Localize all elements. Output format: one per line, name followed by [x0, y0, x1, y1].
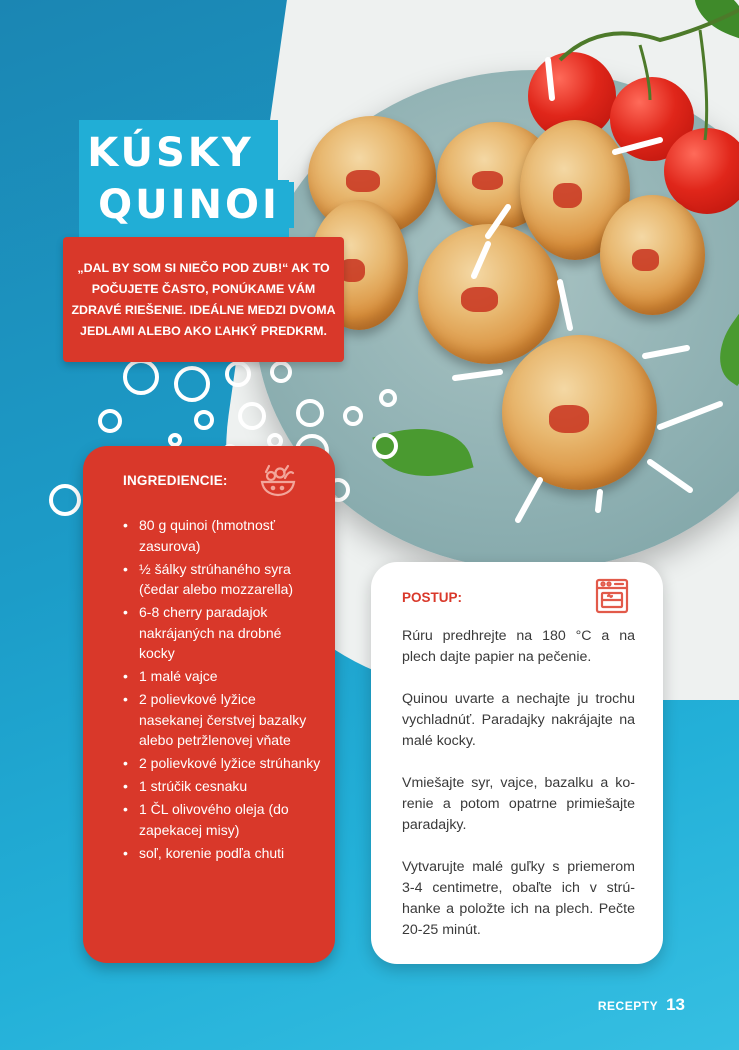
ingredient-item: • soľ, korenie podľa chuti	[123, 843, 321, 864]
ingredient-item: • 6-8 cherry paradajok nakrájaných na drobné kocky	[123, 602, 321, 664]
ingredients-card	[83, 446, 335, 963]
procedure-step: Vytvarujte malé guľky s priemerom 3-4 centimetre, obaľte ich v strú-hanke a položte ich na plech. Pečte 20-25 minút.	[402, 859, 635, 938]
page-number: 13	[666, 995, 685, 1014]
section-label: RECEPTY	[597, 999, 659, 1013]
ingredient-item: • 2 polievkové lyžice nasekanej čerstvej bazalky alebo petržlenovej vňate	[123, 689, 321, 751]
page-title-line-1: KÚSKY	[87, 130, 254, 176]
procedure-card	[371, 562, 663, 964]
oven-icon	[593, 576, 631, 616]
page-footer	[598, 995, 685, 1015]
procedure-step: Rúru predhrejte na 180 °C a na plech dajte papier na pečenie.	[402, 628, 635, 665]
procedure-text	[402, 626, 635, 962]
procedure-step: Quinou uvarte a nechajte ju trochu vychladnúť. Paradajky nakrájajte na malé kocky.	[402, 691, 635, 749]
ingredient-item: • 1 malé vajce	[123, 666, 321, 687]
ingredient-item: • 1 ČL olivového oleja (do zapekacej misy)	[123, 799, 321, 840]
title-box	[79, 120, 278, 241]
ingredients-heading: INGREDIENCIE:	[123, 473, 228, 488]
procedure-step: Vmiešajte syr, vajce, bazalku a ko-renie a potom opatrne primiešajte paradajky.	[402, 775, 635, 833]
ingredient-item: • ½ šálky strúhaného syra (čedar alebo mozzarella)	[123, 559, 321, 600]
intro-box	[63, 237, 344, 362]
ingredient-item: • 2 polievkové lyžice strúhanky	[123, 753, 321, 774]
ingredients-list	[123, 515, 321, 866]
intro-text: „DAL BY SOM SI NIEČO POD ZUB!“ AK TO POČUJETE ČASTO, PONÚKAME VÁM ZDRAVÉ RIEŠENIE. IDEÁLNE MEDZI DVOMA JEDLAMI ALEBO AKO ĽAHKÝ PREDKRM.	[71, 260, 336, 338]
ingredient-item: • 1 strúčik cesnaku	[123, 776, 321, 797]
salad-bowl-icon	[258, 460, 298, 500]
procedure-heading: POSTUP:	[402, 590, 463, 605]
page-title-line-2: QUINOI	[84, 182, 294, 228]
ingredient-item: • 80 g quinoi (hmotnosť zasurova)	[123, 515, 321, 556]
